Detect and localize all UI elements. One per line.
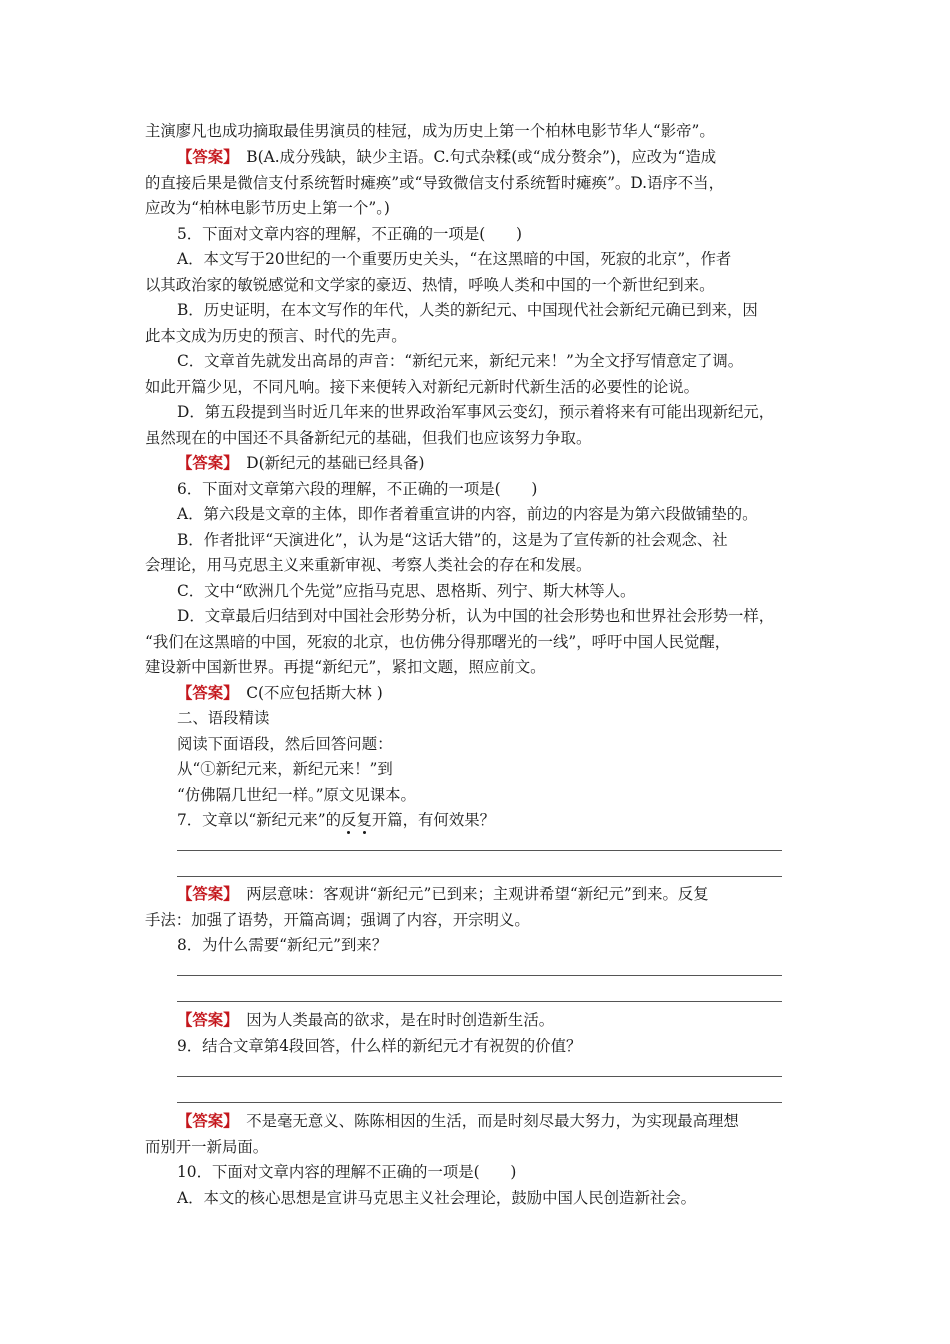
q6-option-d-cont: “我们在这黑暗的中国，死寂的北京，也仿佛分得那曙光的一线”，呼吁中国人民觉醒， xyxy=(145,633,731,651)
q6-option-d-cont2: 建设新中国新世界。再提“新纪元”，紧扣文题，照应前文。 xyxy=(145,658,546,676)
answer-blank-line[interactable] xyxy=(177,876,782,877)
q4-answer: 【答案】 B(A.成分残缺，缺少主语。C.句式杂糅(或“成分赘余”)，应改为“造成 xyxy=(177,148,717,166)
q6-option-d: D．文章最后归结到对中国社会形势分析，认为中国的社会形势也和世界社会形势一样， xyxy=(177,607,775,625)
answer-label: 【答案】 xyxy=(177,454,231,472)
q6-option-b: B．作者批评“天演进化”，认为是“这话大错”的，这是为了宣传新的社会观念、社 xyxy=(177,531,728,549)
answer-label: 【答案】 xyxy=(177,148,231,166)
answer-blank-line[interactable] xyxy=(177,1076,782,1077)
q10-option-a: A．本文的核心思想是宣讲马克思主义社会理论，鼓励中国人民创造新社会。 xyxy=(177,1189,697,1207)
answer-label: 【答案】 xyxy=(177,684,231,702)
q4-answer-line2: 的直接后果是微信支付系统暂时瘫痪”或“导致微信支付系统暂时瘫痪”。D.语序不当， xyxy=(145,174,724,192)
q9-answer: 【答案】 不是毫无意义、陈陈相因的生活，而是时刻尽最大努力，为实现最高理想 xyxy=(177,1112,739,1130)
q5-option-a: A．本文写于20世纪的一个重要历史关头，“在这黑暗的中国，死寂的北京”，作者 xyxy=(177,250,732,268)
answer-blank-line[interactable] xyxy=(177,1102,782,1103)
q5-option-c-cont: 如此开篇少见，不同凡响。接下来便转入对新纪元新时代新生活的必要性的论说。 xyxy=(145,378,700,396)
q7-stem: 7．文章以“新纪元来”的反复开篇，有何效果？ xyxy=(177,811,495,829)
q5-option-d: D．第五段提到当时近几年来的世界政治军事风云变幻，预示着将来有可能出现新纪元， xyxy=(177,403,775,421)
answer-label: 【答案】 xyxy=(177,1112,231,1130)
answer-label: 【答案】 xyxy=(177,1011,231,1029)
answer-blank-line[interactable] xyxy=(177,1001,782,1002)
q5-stem: 5．下面对文章内容的理解，不正确的一项是( ) xyxy=(177,225,523,243)
q8-answer: 【答案】 因为人类最高的欲求，是在时时创造新生活。 xyxy=(177,1011,555,1029)
emphasis-char: 反 xyxy=(341,811,357,829)
passage-range-end: “仿佛隔几世纪一样。”原文见课本。 xyxy=(177,786,416,804)
q5-answer: 【答案】 D(新纪元的基础已经具备) xyxy=(177,454,425,472)
q6-option-a: A．第六段是文章的主体，即作者着重宣讲的内容，前边的内容是为第六段做铺垫的。 xyxy=(177,505,758,523)
q6-answer: 【答案】 C(不应包括斯大林 ) xyxy=(177,684,383,702)
q5-option-c: C．文章首先就发出高昂的声音：“新纪元来，新纪元来！”为全文抒写情意定了调。 xyxy=(177,352,744,370)
section-heading: 二、语段精读 xyxy=(177,709,270,727)
q5-option-b: B．历史证明，在本文写作的年代，人类的新纪元、中国现代社会新纪元确已到来，因 xyxy=(177,301,758,319)
intro-line: 主演廖凡也成功摘取最佳男演员的桂冠，成为历史上第一个柏林电影节华人“影帝”。 xyxy=(145,122,715,140)
answer-blank-line[interactable] xyxy=(177,850,782,851)
q4-answer-line3: 应改为“柏林电影节历史上第一个”。) xyxy=(145,199,390,217)
q6-option-c: C．文中“欧洲几个先觉”应指马克思、恩格斯、列宁、斯大林等人。 xyxy=(177,582,636,600)
q9-stem: 9．结合文章第4段回答，什么样的新纪元才有祝贺的价值？ xyxy=(177,1037,582,1055)
q7-answer: 【答案】 两层意味：客观讲“新纪元”已到来；主观讲希望“新纪元”到来。反复 xyxy=(177,885,709,903)
q10-stem: 10．下面对文章内容的理解不正确的一项是( ) xyxy=(177,1163,517,1181)
section-instruction: 阅读下面语段，然后回答问题： xyxy=(177,735,393,753)
passage-range-start: 从“①新纪元来，新纪元来！”到 xyxy=(177,760,393,778)
q9-answer-cont: 而别开一新局面。 xyxy=(145,1138,269,1156)
answer-blank-line[interactable] xyxy=(177,975,782,976)
emphasis-char: 复 xyxy=(356,811,372,829)
q5-option-d-cont: 虽然现在的中国还不具备新纪元的基础，但我们也应该努力争取。 xyxy=(145,429,592,447)
answer-label: 【答案】 xyxy=(177,885,231,903)
q5-option-a-cont: 以其政治家的敏锐感觉和文学家的豪迈、热情，呼唤人类和中国的一个新世纪到来。 xyxy=(145,276,715,294)
q8-stem: 8．为什么需要“新纪元”到来？ xyxy=(177,936,388,954)
q5-option-b-cont: 此本文成为历史的预言、时代的先声。 xyxy=(145,327,407,345)
q6-stem: 6．下面对文章第六段的理解，不正确的一项是( ) xyxy=(177,480,538,498)
q6-option-b-cont: 会理论，用马克思主义来重新审视、考察人类社会的存在和发展。 xyxy=(145,556,592,574)
q7-answer-cont: 手法：加强了语势，开篇高调；强调了内容，开宗明义。 xyxy=(145,911,530,929)
